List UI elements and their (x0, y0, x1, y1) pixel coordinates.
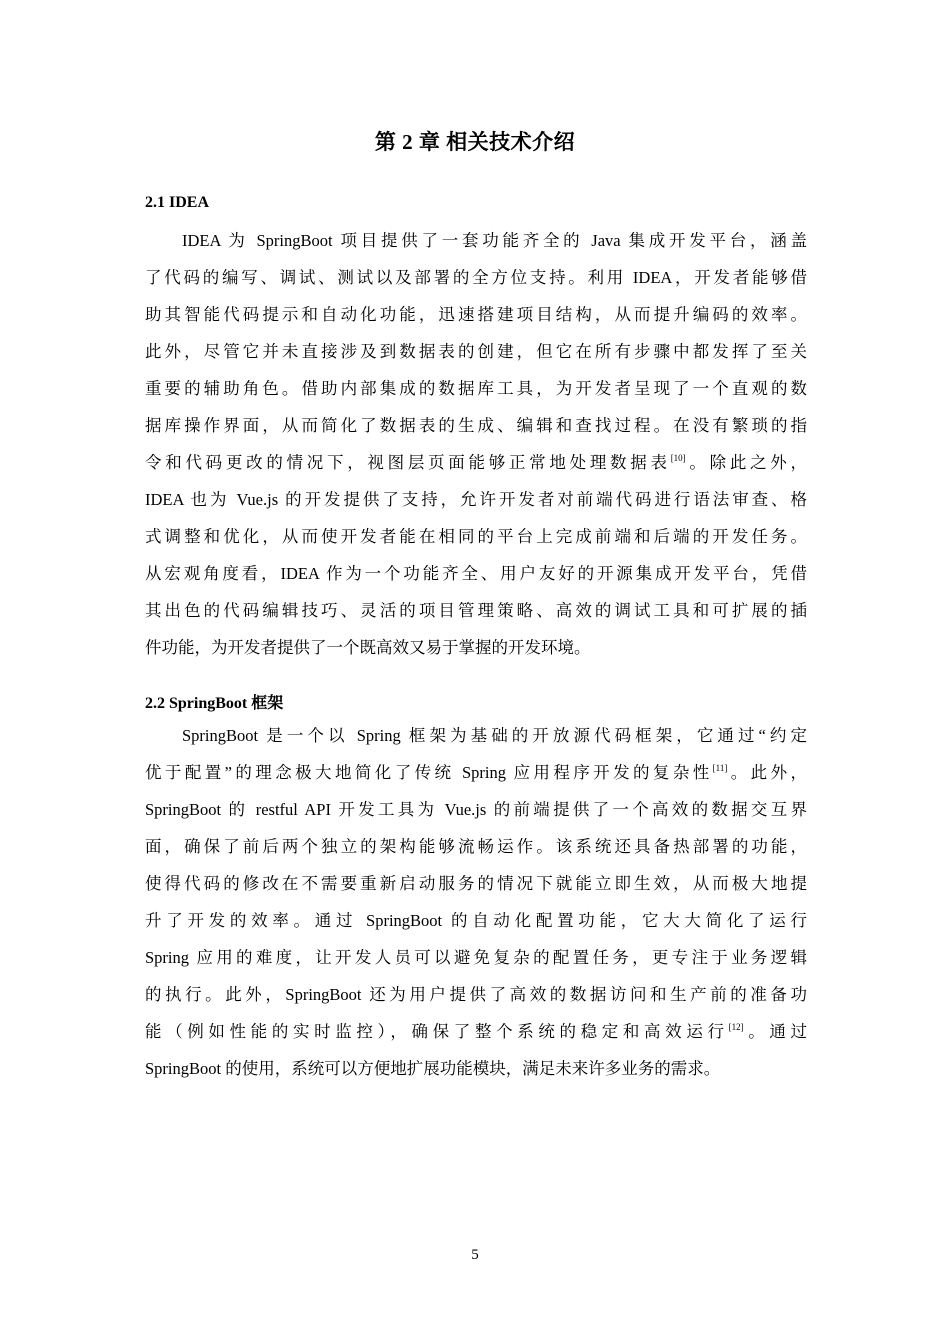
paragraph-line: 据库操作界面，从而简化了数据表的生成、编辑和查找过程。在没有繁琐的指 (145, 416, 807, 435)
paragraph-line: 的执行。此外，SpringBoot 还为用户提供了高效的数据访问和生产前的准备功 (145, 985, 807, 1004)
paragraph-line: 优于配置”的理念极大地简化了传统 Spring 应用程序开发的复杂性[11]。此外， (145, 763, 807, 782)
citation-ref: [10] (670, 453, 686, 463)
paragraph-line: SpringBoot 的使用，系统可以方便地扩展功能模块，满足未来许多业务的需求。 (145, 1059, 721, 1078)
section-body-idea (145, 222, 807, 666)
paragraph-line: 令和代码更改的情况下，视图层页面能够正常地处理数据表[10]。除此之外， (145, 453, 807, 472)
paragraph-line: 升了开发的效率。通过 SpringBoot 的自动化配置功能，它大大简化了运行 (145, 911, 807, 930)
paragraph-line: 重要的辅助角色。借助内部集成的数据库工具，为开发者呈现了一个直观的数 (145, 379, 807, 398)
paragraph-line: 从宏观角度看，IDEA 作为一个功能齐全、用户友好的开源集成开发平台，凭借 (145, 564, 807, 583)
chapter-title: 第 2 章 相关技术介绍 (374, 130, 576, 154)
paragraph-line: IDEA 也为 Vue.js 的开发提供了支持，允许开发者对前端代码进行语法审查、格 (145, 490, 807, 509)
citation-ref: [12] (728, 1022, 744, 1032)
paragraph-line: SpringBoot 的 restful API 开发工具为 Vue.js 的前端提供了一个高效的数据交互界 (145, 800, 807, 819)
section-body-springboot (145, 717, 807, 1087)
citation-ref: [11] (712, 763, 728, 773)
paragraph-line: 助其智能代码提示和自动化功能，迅速搭建项目结构，从而提升编码的效率。 (145, 305, 807, 324)
paragraph-line: 此外，尽管它并未直接涉及到数据表的创建，但它在所有步骤中都发挥了至关 (145, 342, 807, 361)
paragraph-line: Spring 应用的难度，让开发人员可以避免复杂的配置任务，更专注于业务逻辑 (145, 948, 807, 967)
page-number: 5 (471, 1247, 479, 1263)
paragraph-line: SpringBoot 是一个以 Spring 框架为基础的开放源代码框架，它通过“约定 (182, 726, 807, 745)
paragraph-line: 件功能，为开发者提供了一个既高效又易于掌握的开发环境。 (145, 638, 591, 657)
paragraph-line: 了代码的编写、调试、测试以及部署的全方位支持。利用 IDEA，开发者能够借 (145, 268, 807, 287)
paragraph-line: 面，确保了前后两个独立的架构能够流畅运作。该系统还具备热部署的功能， (145, 837, 807, 856)
paragraph-line: 能（例如性能的实时监控），确保了整个系统的稳定和高效运行[12]。通过 (145, 1022, 808, 1041)
section-heading-springboot: 2.2 SpringBoot 框架 (145, 695, 284, 712)
paragraph-line: 使得代码的修改在不需要重新启动服务的情况下就能立即生效，从而极大地提 (145, 874, 807, 893)
paragraph-line: 式调整和优化，从而使开发者能在相同的平台上完成前端和后端的开发任务。 (145, 527, 807, 546)
section-heading-idea: 2.1 IDEA (145, 194, 210, 211)
paragraph-line: IDEA 为 SpringBoot 项目提供了一套功能齐全的 Java 集成开发平台，涵盖 (182, 231, 807, 250)
paragraph-line: 其出色的代码编辑技巧、灵活的项目管理策略、高效的调试工具和可扩展的插 (145, 601, 807, 620)
